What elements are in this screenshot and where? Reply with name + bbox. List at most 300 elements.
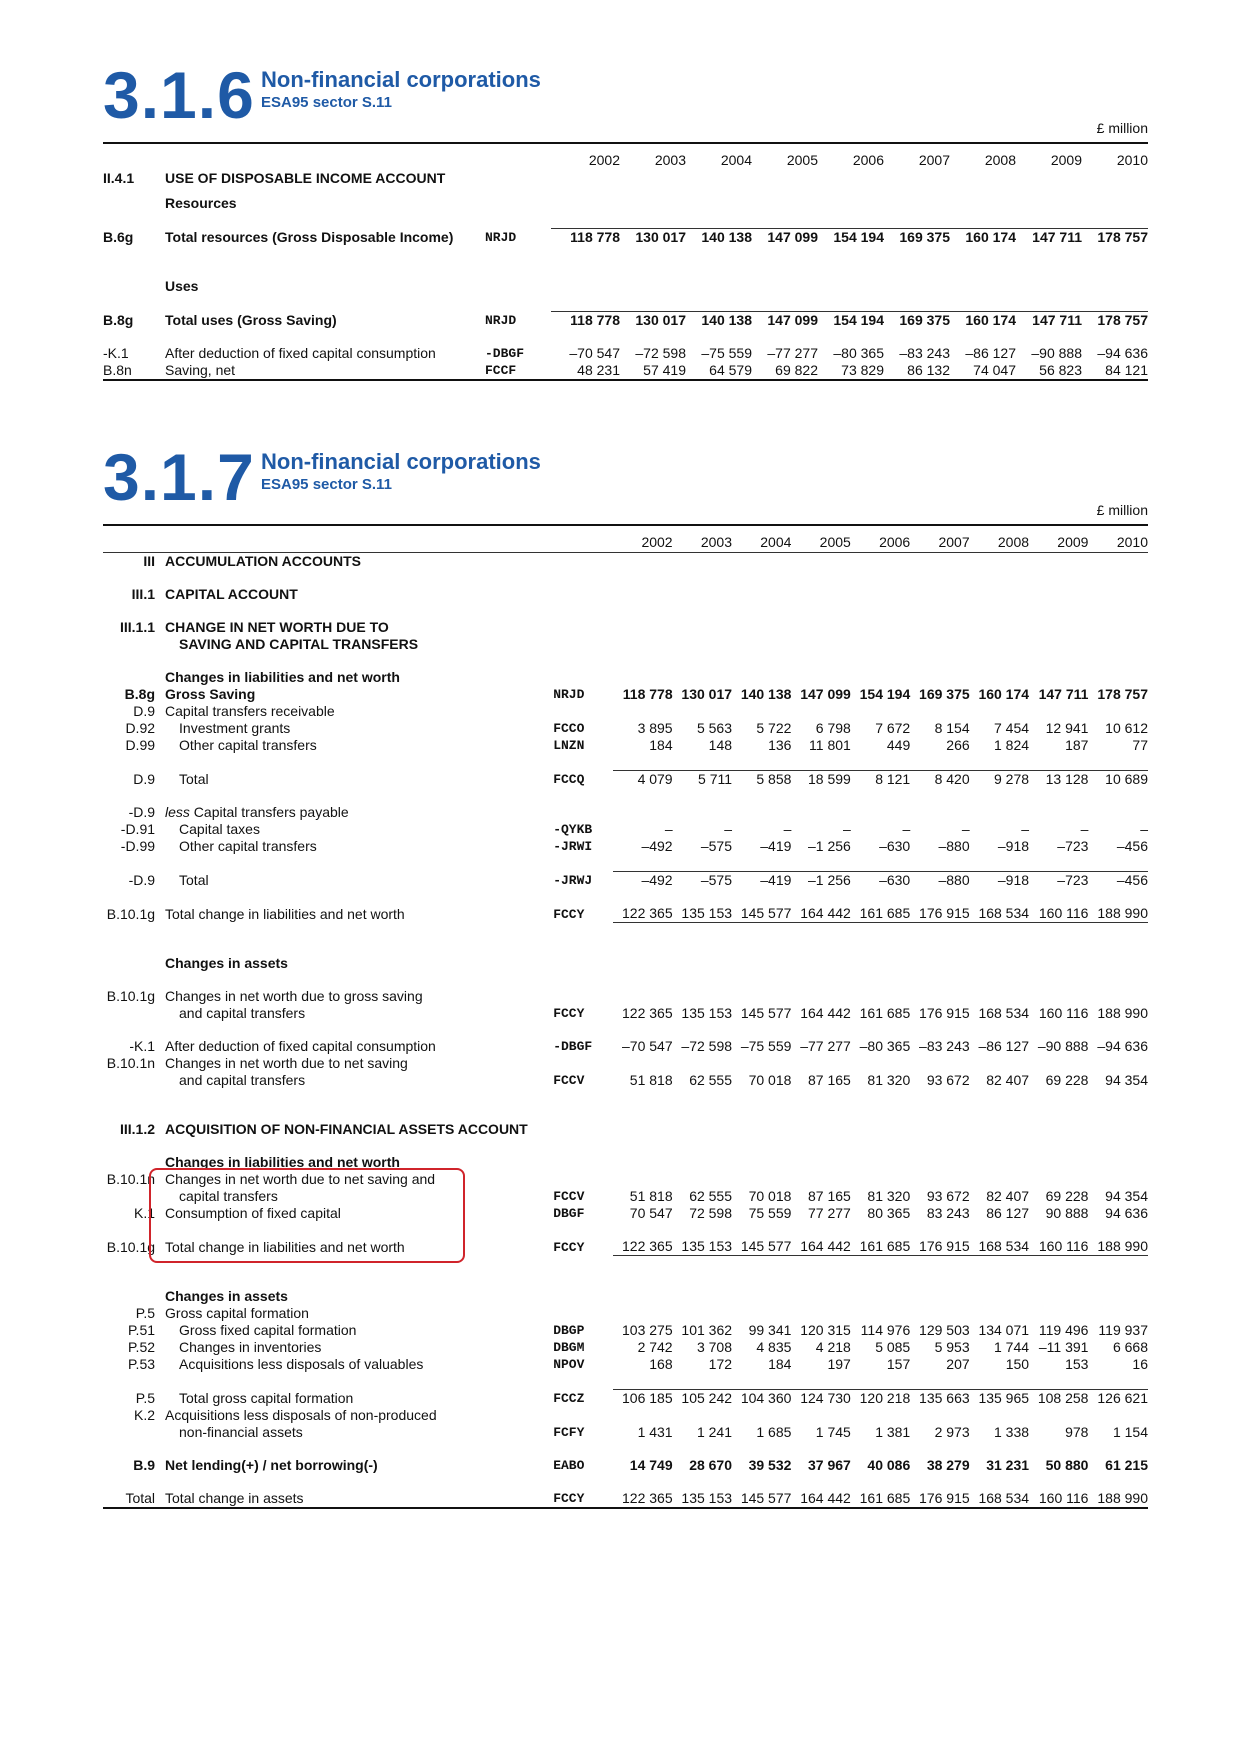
value-cell: 147 099: [800, 686, 851, 702]
value-cell: –880: [938, 838, 970, 854]
series-code: NRJD: [553, 687, 585, 702]
row-code: B.10.1n: [106, 1055, 156, 1071]
row-label: Uses: [165, 278, 199, 294]
row-code: III: [143, 553, 156, 569]
spacer-cell: [103, 212, 1148, 229]
row-label: Gross fixed capital formation: [179, 1322, 357, 1338]
spacer-cell: [103, 262, 1148, 278]
spacer-row: [103, 972, 1148, 988]
row-label: Total change in liabilities and net worth: [165, 905, 405, 922]
value-cell: 87 165: [808, 1072, 851, 1088]
value-cell: 176 915: [910, 905, 969, 923]
value-cell: 1 338: [994, 1424, 1030, 1440]
series-code: FCCV: [553, 1189, 585, 1204]
blank-cell: [155, 525, 553, 553]
section-3-1-7: [103, 440, 1148, 1509]
table-row: [103, 229, 1148, 247]
row-code: B.9: [133, 1457, 156, 1473]
value-cell: 168 534: [970, 905, 1029, 923]
year-header: 2003: [673, 525, 732, 553]
value-cell: –918: [970, 872, 1029, 890]
value-cell: 114 976: [860, 1322, 911, 1338]
value-cell: 147 711: [1016, 229, 1082, 247]
row-label: Changes in assets: [165, 955, 288, 971]
spacer-row: [103, 1474, 1148, 1490]
blank-cell: [818, 170, 884, 187]
row-code: -D.9: [128, 804, 156, 820]
year-header: 2006: [852, 152, 884, 168]
value-cell: 72 598: [689, 1205, 733, 1221]
row-code: B.8n: [103, 362, 165, 380]
value-cell: –918: [997, 838, 1030, 854]
value-cell: 129 503: [919, 1322, 970, 1338]
table-row: [103, 872, 1148, 890]
subheading-row: [103, 955, 1148, 972]
value-cell: 80 365: [867, 1205, 911, 1221]
section-3-1-6: [103, 58, 1148, 381]
row-label: Capital transfers receivable: [165, 703, 335, 719]
value-cell: 145 577: [732, 1490, 791, 1508]
value-cell: 82 407: [986, 1072, 1030, 1088]
row-label: After deduction of fixed capital consumption: [165, 345, 436, 361]
blank-cell: [103, 143, 165, 170]
value-cell: 94 636: [1105, 1205, 1148, 1221]
blank-cell: [620, 170, 686, 187]
value-cell: –94 636: [1097, 1038, 1148, 1054]
spacer-row: [103, 1373, 1148, 1390]
value-cell: –630: [851, 872, 910, 890]
value-cell: 266: [946, 737, 970, 753]
year-header: 2002: [588, 152, 620, 168]
value-cell: 120 315: [800, 1322, 851, 1338]
spacer-cell: [103, 1373, 1148, 1390]
series-code: -JRWI: [553, 839, 593, 854]
spacer-row: [103, 1272, 1148, 1288]
spacer-cell: [103, 1474, 1148, 1490]
value-cell: –75 559: [701, 345, 752, 361]
spacer-row: [103, 653, 1148, 669]
subheading-row: [103, 278, 1148, 295]
row-code: K.1: [134, 1205, 156, 1221]
value-cell: –77 277: [800, 1038, 851, 1054]
year-header: 2008: [970, 525, 1029, 553]
value-cell: –90 888: [1037, 1038, 1089, 1054]
year-header: 2003: [654, 152, 686, 168]
year-header: 2008: [984, 152, 1016, 168]
value-cell: –86 127: [978, 1038, 1030, 1054]
value-cell: 135 153: [673, 1490, 732, 1508]
value-cell: 5 563: [696, 720, 733, 736]
blank-cell: [103, 1188, 155, 1205]
value-cell: 160 116: [1029, 1490, 1088, 1508]
year-header: 2009: [1029, 525, 1088, 553]
row-code: P.53: [128, 1356, 156, 1372]
row-label: CHANGE IN NET WORTH DUE TO: [165, 619, 389, 635]
value-cell: 5 722: [756, 720, 792, 736]
blank-cell: [103, 195, 165, 212]
row-label: Total change in liabilities and net worth: [165, 1238, 405, 1255]
value-cell: –: [783, 821, 792, 837]
series-code: FCFY: [553, 1425, 585, 1440]
value-cell: 120 218: [851, 1390, 910, 1408]
table-row: [103, 720, 1148, 737]
year-header: 2006: [851, 525, 910, 553]
highlight-box: [149, 1168, 465, 1263]
value-cell: 62 555: [689, 1188, 733, 1204]
spacer-cell: [103, 754, 1148, 771]
value-cell: 12 941: [1045, 720, 1089, 736]
row-code: B.8g: [103, 312, 134, 328]
value-cell: 77: [1132, 737, 1148, 753]
row-label: USE OF DISPOSABLE INCOME ACCOUNT: [165, 170, 446, 186]
value-cell: –: [664, 821, 673, 837]
value-cell: 70 018: [748, 1188, 792, 1204]
value-cell: 103 275: [622, 1322, 673, 1338]
value-cell: 39 532: [748, 1457, 792, 1473]
table-3-1-6: [103, 142, 1148, 381]
value-cell: –80 365: [833, 345, 884, 361]
spacer-cell: [103, 246, 1148, 262]
row-label: Saving, net: [165, 362, 485, 380]
series-code: DBGP: [553, 1323, 585, 1338]
value-cell: 74 047: [950, 362, 1016, 380]
value-cell: 122 365: [613, 1238, 672, 1256]
value-cell: 5 085: [875, 1339, 911, 1355]
value-cell: –11 391: [1038, 1339, 1089, 1355]
value-cell: 160 174: [978, 686, 1030, 702]
value-cell: 94 354: [1105, 1188, 1148, 1204]
value-cell: 154 194: [859, 686, 911, 702]
value-cell: 1 241: [696, 1424, 733, 1440]
value-cell: 207: [946, 1356, 970, 1372]
series-code: FCCV: [553, 1073, 585, 1088]
value-cell: –: [1140, 821, 1148, 837]
table-row: [103, 1038, 1148, 1055]
spacer-cell: [103, 889, 1148, 905]
table-row: [103, 1490, 1148, 1508]
year-header: 2002: [613, 525, 672, 553]
value-cell: 1 431: [637, 1424, 673, 1440]
blank-cell: [551, 170, 620, 187]
row-label: capital transfers: [179, 1188, 278, 1204]
section-title: Non-financial corporations: [261, 449, 541, 474]
value-cell: 160 174: [950, 229, 1016, 247]
series-code: NRJD: [485, 313, 517, 328]
section-subtitle: ESA95 sector S.11: [261, 476, 392, 493]
value-cell: 169 375: [919, 686, 970, 702]
row-code: -K.1: [129, 1038, 156, 1054]
value-cell: 11 801: [809, 737, 851, 753]
value-cell: 61 215: [1105, 1457, 1148, 1473]
year-header: 2005: [786, 152, 818, 168]
heading-row: [103, 1121, 1148, 1138]
row-label: Changes in inventories: [179, 1339, 322, 1355]
spacer-row: [103, 262, 1148, 278]
value-cell: –72 598: [635, 345, 686, 361]
row-code: D.99: [125, 737, 156, 753]
row-code: -D.99: [120, 838, 156, 854]
row-code: B.10.1n: [106, 1171, 156, 1187]
value-cell: 164 442: [800, 1005, 851, 1021]
section-header: [103, 440, 1148, 524]
value-cell: 84 121: [1082, 362, 1148, 380]
row-label: Other capital transfers: [179, 737, 317, 753]
section-number: 3.1.7: [103, 440, 255, 514]
spacer-row: [103, 923, 1148, 940]
table-row: [103, 1072, 1148, 1089]
value-cell: 70 018: [748, 1072, 792, 1088]
series-code: EABO: [553, 1458, 585, 1473]
value-cell: 73 829: [818, 362, 884, 380]
value-cell: 6 798: [815, 720, 851, 736]
year-header-row: [103, 525, 1148, 553]
row-code: B.10.1g: [106, 905, 156, 922]
table-3-1-7: [103, 524, 1148, 1509]
blank-cell: [884, 170, 950, 187]
table-row: [103, 345, 1148, 362]
row-code: -D.9: [128, 872, 156, 888]
spacer-row: [103, 570, 1148, 586]
spacer-row: [103, 329, 1148, 345]
value-cell: 37 967: [808, 1457, 851, 1473]
value-cell: 3 895: [637, 720, 673, 736]
row-code: III.1: [131, 586, 156, 602]
blank-cell: [103, 1424, 155, 1441]
row-label: non-financial assets: [179, 1424, 303, 1440]
value-cell: 31 231: [986, 1457, 1030, 1473]
value-cell: –70 547: [569, 345, 620, 361]
row-label: SAVING AND CAPITAL TRANSFERS: [179, 636, 419, 652]
spacer-cell: [103, 187, 1148, 195]
row-label: Consumption of fixed capital: [165, 1205, 341, 1221]
value-cell: –419: [732, 872, 791, 890]
series-code: -JRWJ: [553, 873, 593, 888]
blank-cell: [165, 143, 485, 170]
unit-label: £ million: [1096, 502, 1148, 518]
spacer-row: [103, 1105, 1148, 1121]
row-code: III.1.1: [119, 619, 156, 635]
value-cell: –456: [1088, 872, 1148, 890]
value-cell: 157: [886, 1356, 911, 1372]
value-cell: 93 672: [926, 1072, 970, 1088]
row-code: Total: [103, 1490, 155, 1508]
blank-cell: [1082, 170, 1148, 187]
value-cell: 140 138: [686, 229, 752, 247]
value-cell: 178 757: [1082, 312, 1148, 330]
value-cell: 147 099: [752, 229, 818, 247]
spacer-cell: [103, 855, 1148, 872]
value-cell: 4 079: [613, 771, 672, 789]
subheading-row: [103, 1288, 1148, 1305]
value-cell: 188 990: [1088, 905, 1148, 923]
row-label: Changes in liabilities and net worth: [165, 1154, 400, 1170]
row-label: Total change in assets: [155, 1490, 553, 1508]
value-cell: 1 381: [875, 1424, 911, 1440]
value-cell: 69 228: [1045, 1188, 1089, 1204]
table-row: [103, 1055, 1148, 1072]
subheading-row: [103, 669, 1148, 686]
table-row: [103, 804, 1148, 821]
series-code: FCCF: [485, 362, 551, 380]
row-label: Capital taxes: [179, 821, 260, 837]
spacer-row: [103, 1089, 1148, 1105]
row-label: Acquisitions less disposals of valuables: [179, 1356, 424, 1372]
value-cell: 135 663: [910, 1390, 969, 1408]
value-cell: 161 685: [859, 1005, 911, 1021]
value-cell: 168 534: [978, 1005, 1030, 1021]
value-cell: 83 243: [926, 1205, 970, 1221]
blank-cell: [752, 170, 818, 187]
series-code: -DBGF: [553, 1039, 593, 1054]
value-cell: 197: [827, 1356, 851, 1372]
row-label: and capital transfers: [179, 1072, 306, 1088]
value-cell: 5 711: [673, 771, 732, 789]
value-cell: 64 579: [686, 362, 752, 380]
value-cell: 93 672: [926, 1188, 970, 1204]
value-cell: 136: [768, 737, 792, 753]
row-code: II.4.1: [103, 170, 135, 186]
value-cell: –83 243: [899, 345, 950, 361]
account-heading-row: [103, 170, 1148, 187]
value-cell: 188 990: [1088, 1238, 1148, 1256]
spacer-row: [103, 212, 1148, 229]
year-header: 2007: [918, 152, 950, 168]
value-cell: 81 320: [867, 1072, 911, 1088]
table-row: [103, 838, 1148, 855]
value-cell: 161 685: [851, 1490, 910, 1508]
value-cell: 104 360: [732, 1390, 791, 1408]
series-code: FCCQ: [553, 772, 585, 787]
value-cell: 168: [649, 1356, 673, 1372]
value-cell: 147 099: [752, 312, 818, 330]
row-label: Changes in liabilities and net worth: [165, 669, 400, 685]
value-cell: 90 888: [1045, 1205, 1089, 1221]
year-header: 2005: [791, 525, 850, 553]
value-cell: 3 708: [696, 1339, 733, 1355]
row-code: -K.1: [103, 345, 129, 361]
series-code: FCCO: [553, 721, 585, 736]
table-row: [103, 1424, 1148, 1441]
year-header: 2010: [1088, 525, 1148, 553]
value-cell: 147 711: [1038, 686, 1089, 702]
value-cell: 69 822: [752, 362, 818, 380]
value-cell: 145 577: [732, 1238, 791, 1256]
value-cell: –456: [1116, 838, 1148, 854]
value-cell: 51 818: [629, 1072, 673, 1088]
value-cell: –75 559: [740, 1038, 792, 1054]
value-cell: –: [961, 821, 970, 837]
value-cell: 124 730: [791, 1390, 850, 1408]
value-cell: –1 256: [791, 872, 850, 890]
value-cell: –723: [1057, 838, 1089, 854]
spacer-cell: [103, 295, 1148, 312]
heading-row: [103, 619, 1148, 636]
row-code: P.5: [135, 1390, 156, 1406]
value-cell: 187: [1065, 737, 1089, 753]
table-row: [103, 821, 1148, 838]
row-label: ACCUMULATION ACCOUNTS: [165, 553, 361, 569]
blank-cell: [103, 669, 155, 686]
section-subtitle: ESA95 sector S.11: [261, 94, 392, 111]
table-row: [103, 703, 1148, 720]
value-cell: 130 017: [681, 686, 733, 702]
value-cell: 169 375: [884, 312, 950, 330]
row-label: Changes in net worth due to gross saving: [165, 988, 423, 1004]
value-cell: 4 835: [756, 1339, 792, 1355]
series-code: LNZN: [553, 738, 585, 753]
row-code: III.1.2: [119, 1121, 156, 1137]
value-cell: 148: [708, 737, 733, 753]
value-cell: 38 279: [926, 1457, 970, 1473]
year-header: 2010: [1116, 152, 1148, 168]
value-cell: 449: [886, 737, 911, 753]
value-cell: 48 231: [551, 362, 620, 380]
row-code: -D.91: [120, 821, 156, 837]
row-label: Changes in assets: [165, 1288, 288, 1304]
value-cell: 1 824: [994, 737, 1030, 753]
value-cell: 122 365: [613, 905, 672, 923]
table-row: [103, 988, 1148, 1005]
blank-cell: [103, 1072, 155, 1089]
blank-cell: [1016, 170, 1082, 187]
value-cell: 140 138: [686, 312, 752, 330]
row-label: Total resources (Gross Disposable Income): [165, 229, 454, 245]
value-cell: 101 362: [681, 1322, 733, 1338]
value-cell: 172: [708, 1356, 733, 1372]
spacer-row: [103, 754, 1148, 771]
row-label: Total uses (Gross Saving): [165, 312, 337, 328]
value-cell: 14 749: [629, 1457, 673, 1473]
value-cell: 160 174: [950, 312, 1016, 330]
value-cell: 105 242: [673, 1390, 732, 1408]
value-cell: 8 154: [934, 720, 970, 736]
value-cell: 178 757: [1097, 686, 1148, 702]
value-cell: 176 915: [910, 1238, 969, 1256]
value-cell: 978: [1065, 1424, 1089, 1440]
value-cell: 130 017: [620, 229, 686, 247]
value-cell: 16: [1132, 1356, 1148, 1372]
spacer-cell: [103, 972, 1148, 988]
spacer-row: [103, 603, 1148, 619]
row-label: Changes in net worth due to net saving and: [165, 1171, 436, 1187]
heading-row: [103, 553, 1148, 571]
value-cell: 161 685: [851, 905, 910, 923]
year-header: 2004: [720, 152, 752, 168]
blank-cell: [103, 525, 155, 553]
row-label: Other capital transfers: [179, 838, 317, 854]
row-label-text: Capital transfers payable: [189, 804, 349, 820]
value-cell: 8 121: [851, 771, 910, 789]
value-cell: 164 442: [791, 905, 850, 923]
row-code: P.52: [128, 1339, 156, 1355]
value-cell: –90 888: [1031, 345, 1082, 361]
value-cell: 164 442: [791, 1490, 850, 1508]
table-row: [103, 1322, 1148, 1339]
series-code: FCCY: [553, 906, 585, 922]
row-code: D.9: [133, 771, 156, 787]
series-code: -QYKB: [553, 822, 593, 837]
row-label: Total: [179, 872, 209, 888]
spacer-row: [103, 187, 1148, 195]
value-cell: –77 277: [767, 345, 818, 361]
row-label: Total: [179, 771, 209, 787]
subheading-row: [103, 195, 1148, 212]
table-row: [103, 1005, 1148, 1022]
value-cell: 134 071: [978, 1322, 1030, 1338]
section-header: [103, 58, 1148, 142]
value-cell: 145 577: [740, 1005, 792, 1021]
spacer-cell: [103, 1441, 1148, 1457]
